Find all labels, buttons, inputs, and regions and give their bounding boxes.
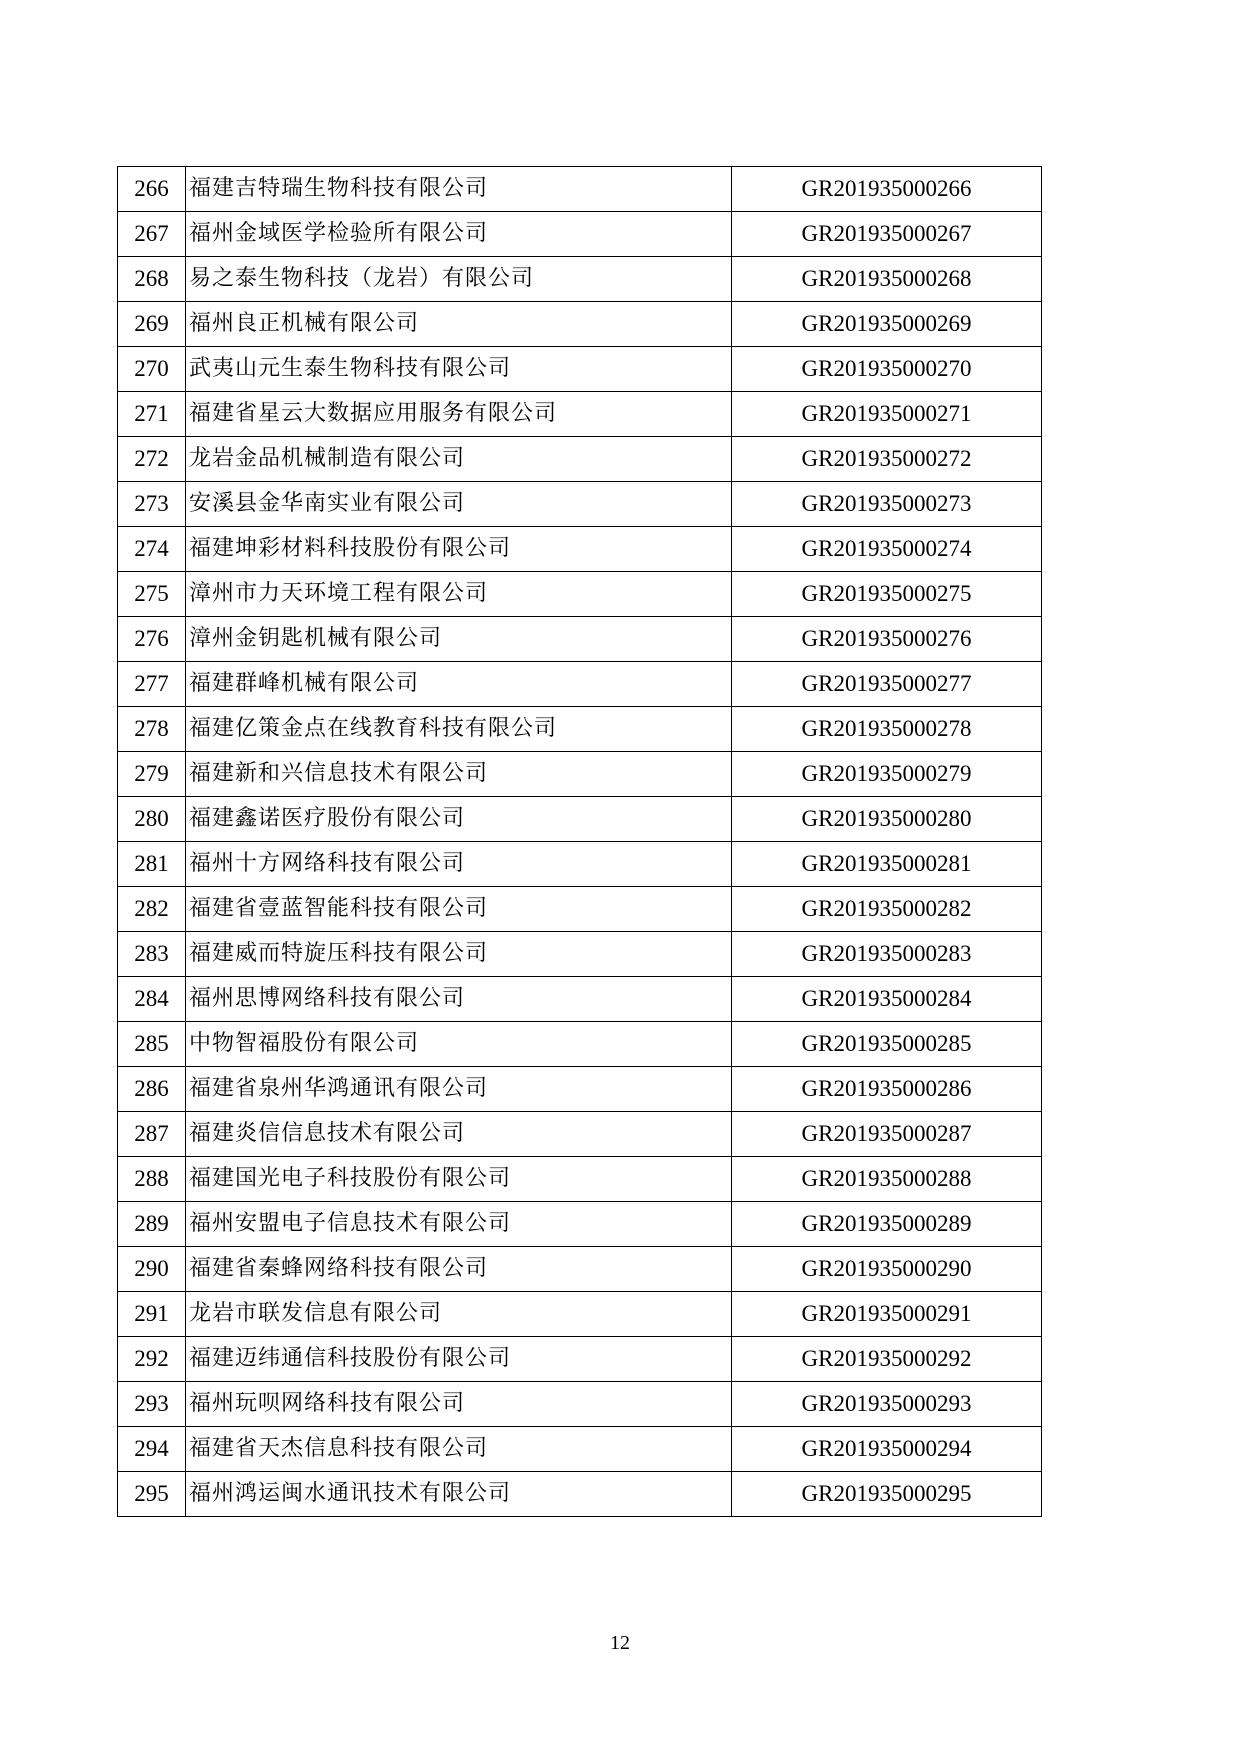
certificate-code: GR201935000266: [732, 167, 1042, 212]
table-row: [118, 707, 1042, 752]
certificate-code: GR201935000285: [732, 1022, 1042, 1067]
company-name: 武夷山元生泰生物科技有限公司: [186, 347, 732, 392]
certificate-code: GR201935000270: [732, 347, 1042, 392]
row-number: 279: [118, 752, 186, 797]
company-name: 福州玩呗网络科技有限公司: [186, 1382, 732, 1427]
certificate-code: GR201935000295: [732, 1472, 1042, 1517]
company-table: [117, 166, 1042, 1517]
certificate-code: GR201935000278: [732, 707, 1042, 752]
company-name: 福建省泉州华鸿通讯有限公司: [186, 1067, 732, 1112]
row-number: 283: [118, 932, 186, 977]
row-number: 280: [118, 797, 186, 842]
certificate-code: GR201935000279: [732, 752, 1042, 797]
table-row: [118, 392, 1042, 437]
certificate-code: GR201935000271: [732, 392, 1042, 437]
certificate-code: GR201935000286: [732, 1067, 1042, 1112]
row-number: 267: [118, 212, 186, 257]
company-name: 易之泰生物科技（龙岩）有限公司: [186, 257, 732, 302]
table-row: [118, 977, 1042, 1022]
company-name: 福州思博网络科技有限公司: [186, 977, 732, 1022]
company-name: 漳州市力天环境工程有限公司: [186, 572, 732, 617]
row-number: 286: [118, 1067, 186, 1112]
row-number: 272: [118, 437, 186, 482]
company-name: 福州鸿运闽水通讯技术有限公司: [186, 1472, 732, 1517]
certificate-code: GR201935000282: [732, 887, 1042, 932]
certificate-code: GR201935000293: [732, 1382, 1042, 1427]
company-name: 福建坤彩材料科技股份有限公司: [186, 527, 732, 572]
company-name: 福建炎信信息技术有限公司: [186, 1112, 732, 1157]
table-row: [118, 1382, 1042, 1427]
row-number: 282: [118, 887, 186, 932]
row-number: 273: [118, 482, 186, 527]
certificate-code: GR201935000287: [732, 1112, 1042, 1157]
table-row: [118, 212, 1042, 257]
certificate-code: GR201935000280: [732, 797, 1042, 842]
certificate-code: GR201935000291: [732, 1292, 1042, 1337]
table-row: [118, 1202, 1042, 1247]
company-name: 福建省星云大数据应用服务有限公司: [186, 392, 732, 437]
certificate-code: GR201935000294: [732, 1427, 1042, 1472]
row-number: 275: [118, 572, 186, 617]
table-row: [118, 1292, 1042, 1337]
company-name: 福建群峰机械有限公司: [186, 662, 732, 707]
table-row: [118, 1427, 1042, 1472]
company-name: 福建国光电子科技股份有限公司: [186, 1157, 732, 1202]
table-row: [118, 572, 1042, 617]
certificate-code: GR201935000288: [732, 1157, 1042, 1202]
company-name: 龙岩市联发信息有限公司: [186, 1292, 732, 1337]
company-name: 福建迈纬通信科技股份有限公司: [186, 1337, 732, 1382]
row-number: 288: [118, 1157, 186, 1202]
certificate-code: GR201935000290: [732, 1247, 1042, 1292]
table-row: [118, 617, 1042, 662]
table-row: [118, 257, 1042, 302]
table-row: [118, 932, 1042, 977]
row-number: 276: [118, 617, 186, 662]
company-name: 福建省秦蜂网络科技有限公司: [186, 1247, 732, 1292]
certificate-code: GR201935000289: [732, 1202, 1042, 1247]
company-name: 安溪县金华南实业有限公司: [186, 482, 732, 527]
certificate-code: GR201935000272: [732, 437, 1042, 482]
certificate-code: GR201935000273: [732, 482, 1042, 527]
row-number: 269: [118, 302, 186, 347]
table-row: [118, 1472, 1042, 1517]
company-name: 福建鑫诺医疗股份有限公司: [186, 797, 732, 842]
row-number: 271: [118, 392, 186, 437]
table-row: [118, 437, 1042, 482]
company-name: 漳州金钥匙机械有限公司: [186, 617, 732, 662]
company-name: 福州安盟电子信息技术有限公司: [186, 1202, 732, 1247]
row-number: 285: [118, 1022, 186, 1067]
certificate-code: GR201935000269: [732, 302, 1042, 347]
table-row: [118, 842, 1042, 887]
table-row: [118, 797, 1042, 842]
certificate-code: GR201935000275: [732, 572, 1042, 617]
row-number: 266: [118, 167, 186, 212]
table-row: [118, 662, 1042, 707]
company-name: 福州金域医学检验所有限公司: [186, 212, 732, 257]
row-number: 268: [118, 257, 186, 302]
company-name: 中物智福股份有限公司: [186, 1022, 732, 1067]
company-name: 福建亿策金点在线教育科技有限公司: [186, 707, 732, 752]
company-name: 福州十方网络科技有限公司: [186, 842, 732, 887]
company-name: 福建省天杰信息科技有限公司: [186, 1427, 732, 1472]
certificate-code: GR201935000283: [732, 932, 1042, 977]
table-row: [118, 1022, 1042, 1067]
row-number: 287: [118, 1112, 186, 1157]
certificate-code: GR201935000268: [732, 257, 1042, 302]
row-number: 270: [118, 347, 186, 392]
table-row: [118, 527, 1042, 572]
table-row: [118, 1337, 1042, 1382]
table-row: [118, 752, 1042, 797]
row-number: 295: [118, 1472, 186, 1517]
row-number: 293: [118, 1382, 186, 1427]
certificate-code: GR201935000276: [732, 617, 1042, 662]
table-row: [118, 167, 1042, 212]
row-number: 294: [118, 1427, 186, 1472]
company-name: 福建吉特瑞生物科技有限公司: [186, 167, 732, 212]
row-number: 292: [118, 1337, 186, 1382]
company-name: 龙岩金品机械制造有限公司: [186, 437, 732, 482]
page-number: 12: [610, 1632, 630, 1654]
company-name: 福建威而特旋压科技有限公司: [186, 932, 732, 977]
certificate-code: GR201935000292: [732, 1337, 1042, 1382]
row-number: 278: [118, 707, 186, 752]
row-number: 289: [118, 1202, 186, 1247]
certificate-code: GR201935000284: [732, 977, 1042, 1022]
certificate-code: GR201935000277: [732, 662, 1042, 707]
company-name: 福建省壹蓝智能科技有限公司: [186, 887, 732, 932]
certificate-code: GR201935000281: [732, 842, 1042, 887]
table-row: [118, 482, 1042, 527]
company-name: 福州良正机械有限公司: [186, 302, 732, 347]
table-row: [118, 347, 1042, 392]
table-row: [118, 887, 1042, 932]
row-number: 281: [118, 842, 186, 887]
row-number: 284: [118, 977, 186, 1022]
table-row: [118, 1067, 1042, 1112]
company-name: 福建新和兴信息技术有限公司: [186, 752, 732, 797]
row-number: 290: [118, 1247, 186, 1292]
table-row: [118, 1112, 1042, 1157]
table-row: [118, 302, 1042, 347]
certificate-code: GR201935000274: [732, 527, 1042, 572]
row-number: 274: [118, 527, 186, 572]
row-number: 291: [118, 1292, 186, 1337]
table-row: [118, 1247, 1042, 1292]
table-row: [118, 1157, 1042, 1202]
row-number: 277: [118, 662, 186, 707]
company-table-body: [118, 167, 1042, 1517]
certificate-code: GR201935000267: [732, 212, 1042, 257]
